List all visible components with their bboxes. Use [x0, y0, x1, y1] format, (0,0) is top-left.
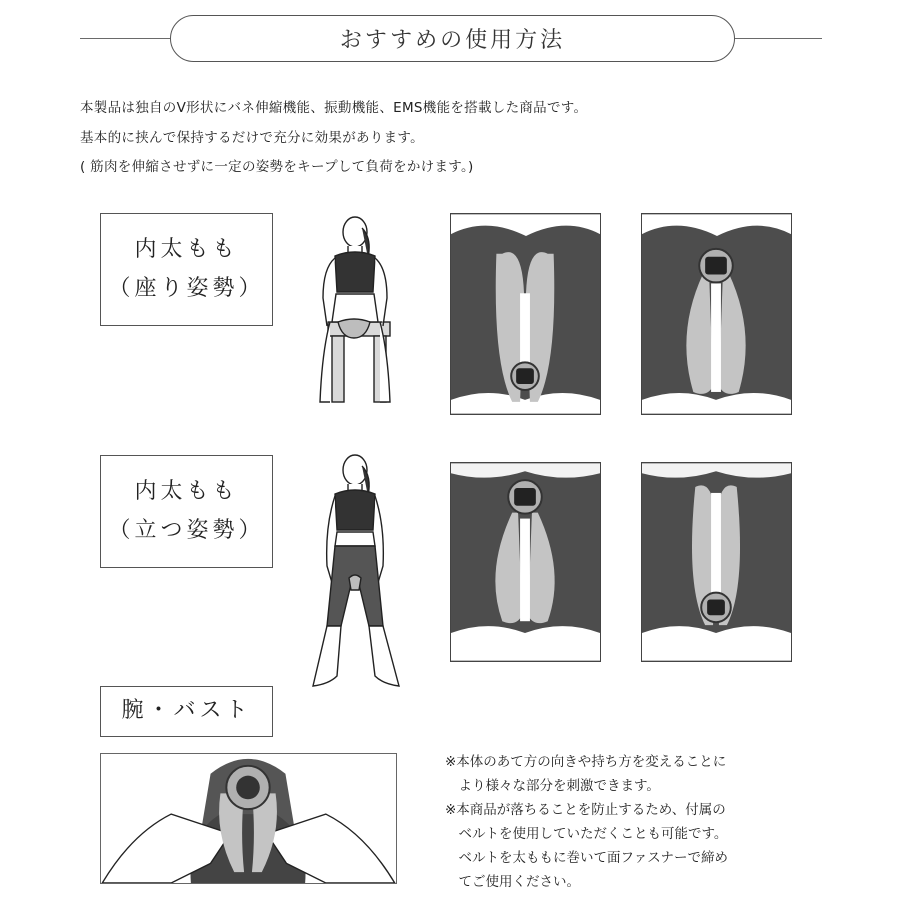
label-inner-thigh-standing-line1: 内太もも — [134, 479, 239, 504]
note-line-2: より様々な部分を刺激できます。 — [445, 778, 660, 794]
photo-sitting-device-down — [641, 213, 792, 415]
intro-line-2: 基本的に挟んで保持するだけで充分に効果があります。 — [80, 130, 424, 146]
photo-standing-device-down — [450, 462, 601, 662]
header-rule-right — [735, 38, 822, 39]
note-line-3: ※本商品が落ちることを防止するため、付属の — [445, 802, 726, 818]
photo-sitting-device-up — [450, 213, 601, 415]
label-inner-thigh-standing-line2: （立つ姿勢） — [108, 517, 265, 543]
figure-woman-sitting — [300, 210, 415, 415]
page-title: おすすめの使用方法 — [170, 15, 735, 62]
label-arm-bust — [100, 686, 273, 737]
note-line-6: てご使用ください。 — [445, 874, 580, 890]
label-inner-thigh-sitting-line1: 内太もも — [134, 237, 239, 262]
intro-line-3: ( 筋肉を伸縮させずに一定の姿勢をキープして負荷をかけます。) — [80, 159, 474, 175]
label-inner-thigh-standing — [100, 455, 273, 568]
photo-arm-bust — [100, 753, 397, 884]
intro-line-1: 本製品は独自のV形状にバネ伸縮機能、振動機能、EMS機能を搭載した商品です。 — [80, 100, 588, 116]
photo-standing-device-up — [641, 462, 792, 662]
label-inner-thigh-sitting-line2: （座り姿勢） — [108, 275, 265, 301]
note-line-4: ベルトを使用していただくことも可能です。 — [445, 826, 728, 842]
header-rule-left — [80, 38, 170, 39]
note-line-5: ベルトを太ももに巻いて面ファスナーで締め — [445, 850, 728, 866]
label-inner-thigh-sitting — [100, 213, 273, 326]
figure-woman-standing — [295, 448, 415, 693]
note-line-1: ※本体のあて方の向きや持ち方を変えることに — [445, 754, 727, 770]
label-arm-bust-text: 腕・バスト — [121, 698, 252, 724]
